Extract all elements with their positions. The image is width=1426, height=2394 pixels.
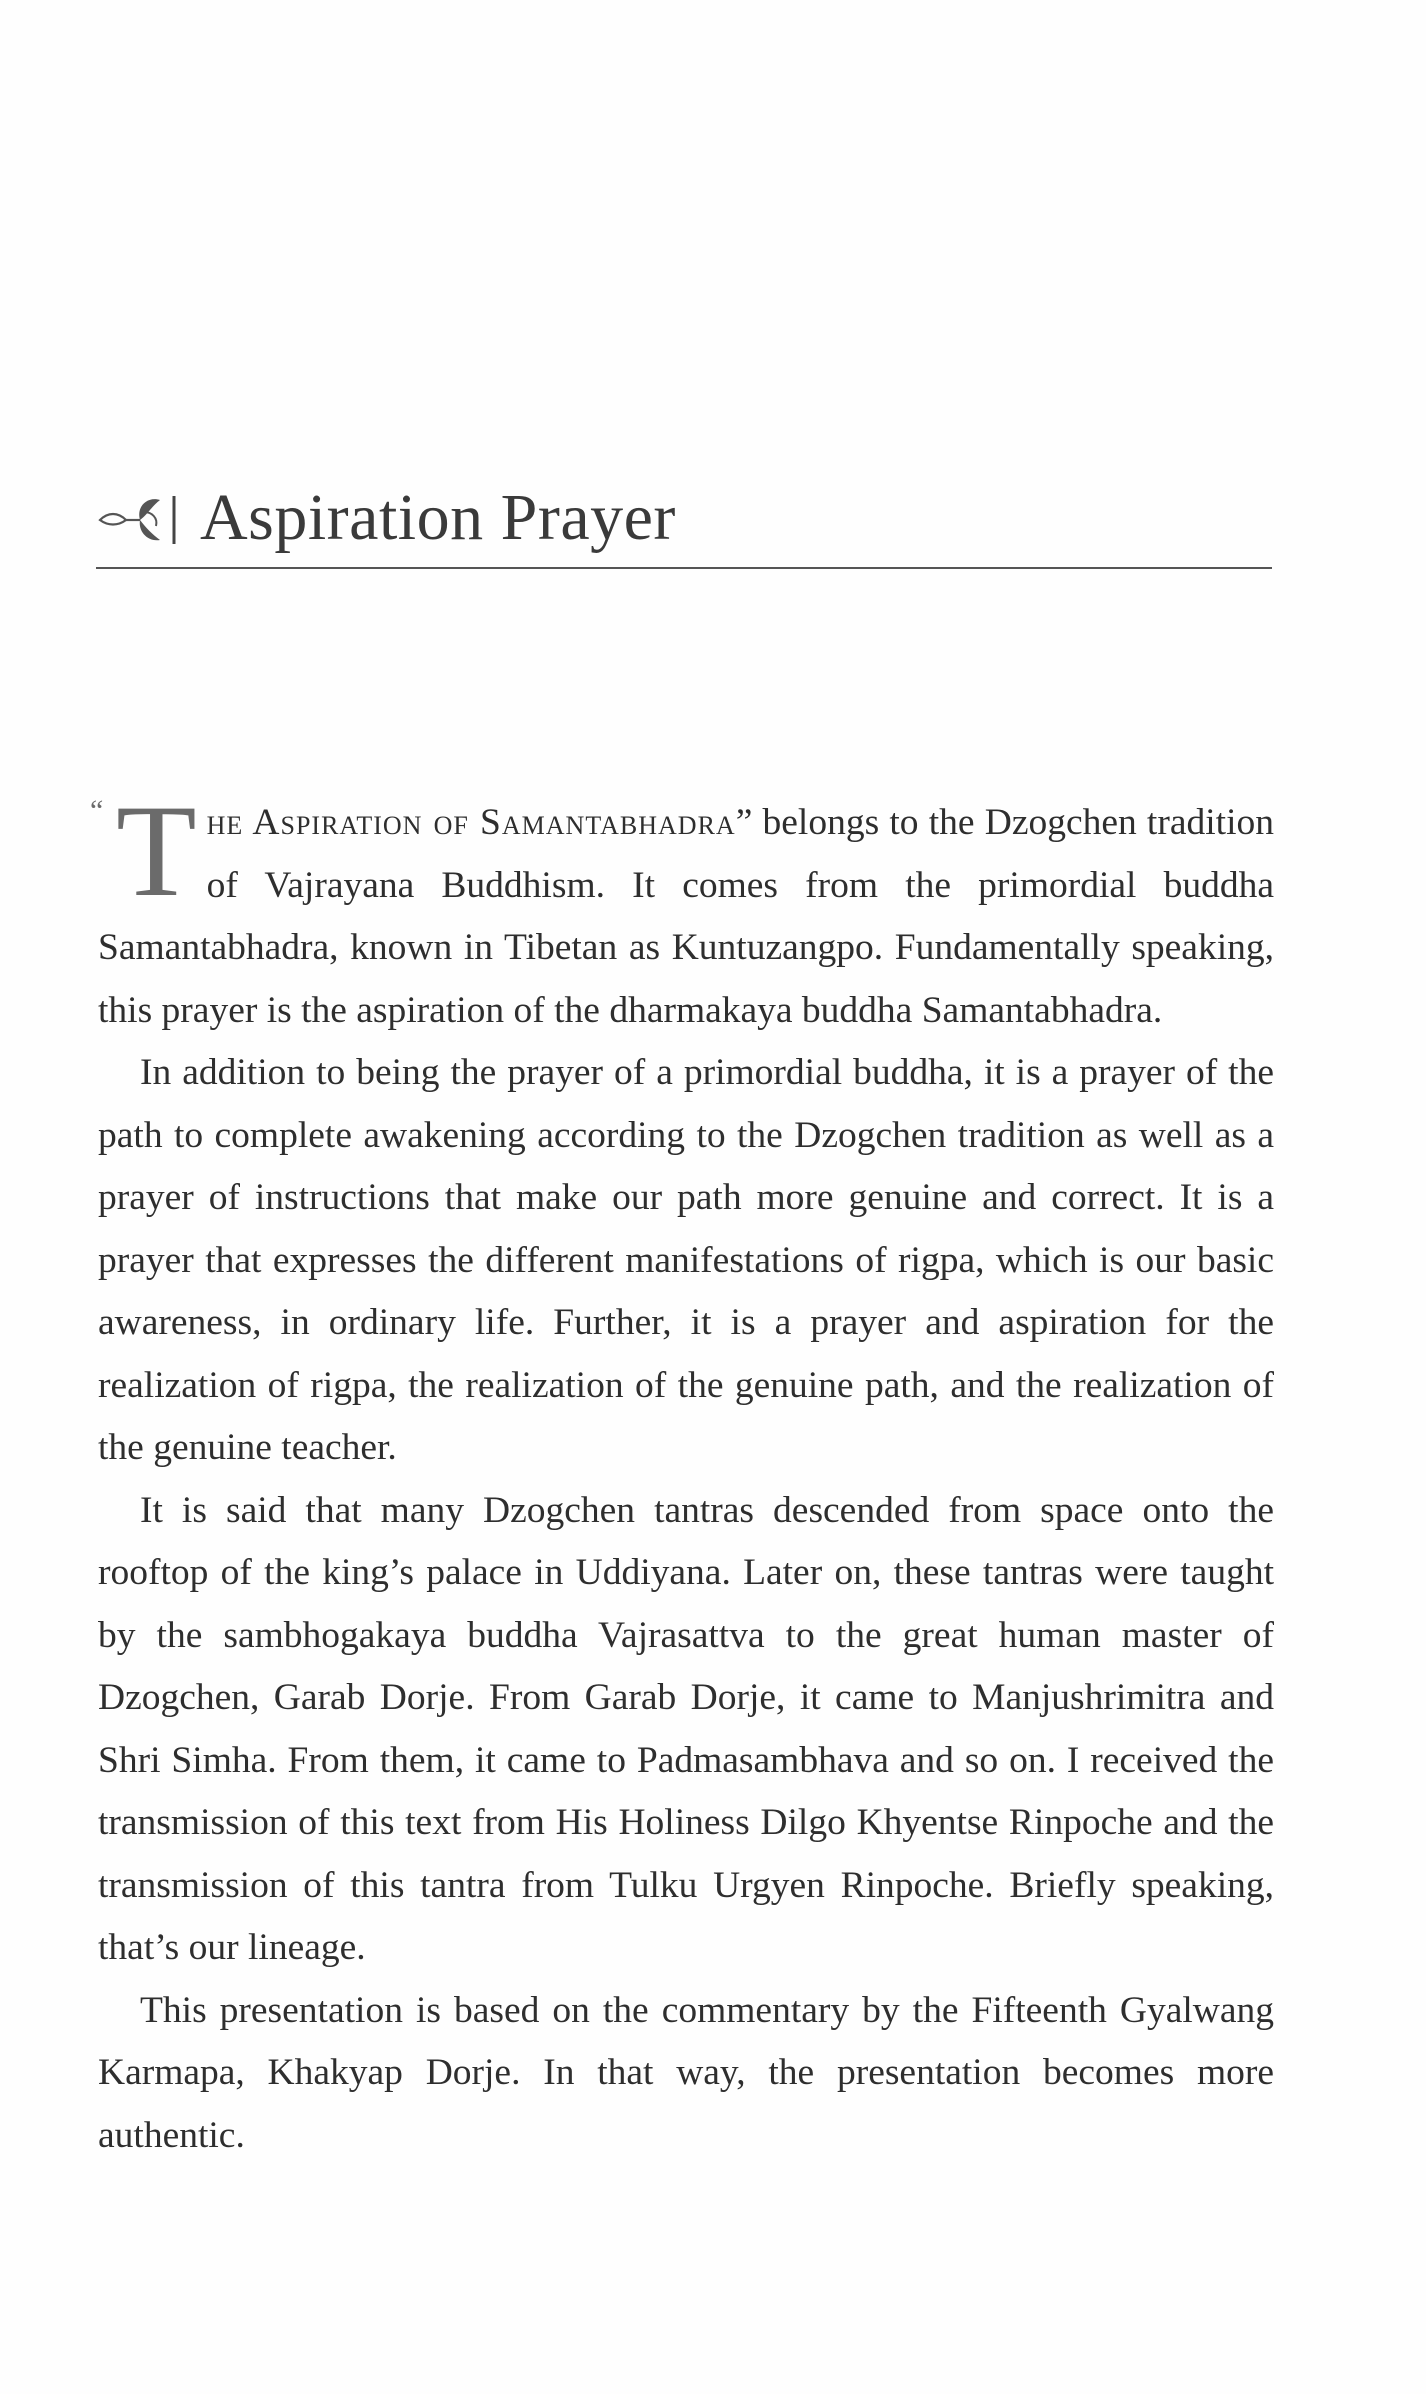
- paragraph-4: This presentation is based on the commentary by the Fifteenth Gyalwang Karmapa, Khakyap Dorje. In that way, the presentation becomes more authentic.: [98, 1989, 1274, 2156]
- paragraph-2: In addition to being the prayer of a primordial buddha, it is a prayer of the path to complete awakening according to the Dzogchen tradition as well as a prayer of instructions that make our path more genuine and correct. It is a prayer that expresses the different manifestations of rigpa, which is our basic awareness, in ordinary life. Further, it is a prayer and aspiration for the realization of rigpa, the realization of the genuine path, and the realization of the genuine teacher.: [98, 1052, 1274, 1468]
- paragraph-1-text: belongs to the Dzogchen tradition of Vajrayana Buddhism. It comes from the primordial buddha Samantabhadra, known in Tibetan as Kuntuzangpo. Fundamentally speaking, this prayer is the aspiration of the dharmakaya buddha Samantabhadra.: [98, 802, 1274, 1031]
- paragraph-3: It is said that many Dzogchen tantras descended from space onto the rooftop of the king’s palace in Uddiyana. Later on, these tantras were taught by the sambhogakaya buddha Vajrasattva to the great human master of Dzogchen, Garab Dorje. From Garab Dorje, it came to Manjushrimitra and Shri Simha. From them, it came to Padmasambhava and so on. I received the transmission of this text from His Holiness Dilgo Khyentse Rinpoche and the transmission of this tantra from Tulku Urgyen Rinpoche. Briefly speaking, that’s our lineage.: [98, 1489, 1274, 1968]
- paragraph-1: [90, 777, 1274, 1042]
- close-quote-mark: ”: [735, 802, 753, 843]
- open-quote-mark: “: [90, 794, 104, 827]
- drop-cap: T: [116, 777, 197, 924]
- chapter-heading: [96, 470, 1272, 570]
- title-smallcaps: he Aspiration of Samantabhadra: [206, 802, 736, 843]
- chapter-title: Aspiration Prayer: [200, 481, 676, 554]
- title-rule: [96, 567, 1272, 569]
- leaf-ornament-icon: [96, 490, 188, 546]
- body-text: [90, 777, 1274, 2167]
